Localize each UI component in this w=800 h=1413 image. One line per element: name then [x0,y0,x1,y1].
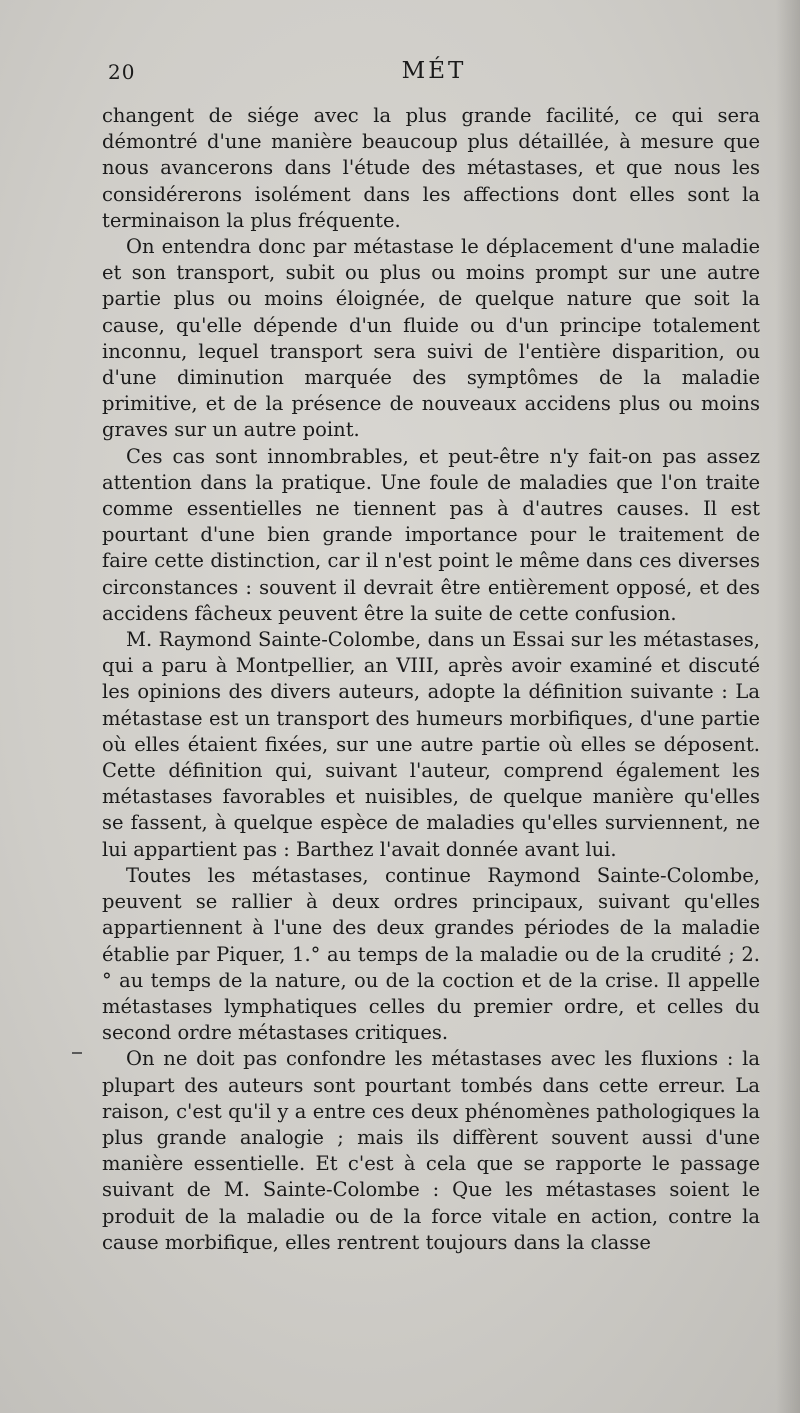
running-head: MÉT [401,58,467,84]
body-text [102,103,760,1256]
paragraph: Toutes les métastases, continue Raymond Sainte-Colombe, peuvent se rallier à deux ordres principaux, suivant qu'elles appartiennent à l'une des deux grandes périodes de la maladie établie par Piquer, 1.° au temps de la maladie ou de la crudité ; 2.° au temps de la nature, ou de la coction et de la crise. Il appelle métastases lymphatiques celles du premier ordre, et celles du second ordre métastases critiques. [102,863,760,1045]
margin-mark [72,1052,82,1054]
page-header [108,58,760,98]
paragraph: On entendra donc par métastase le déplacement d'une maladie et son transport, subit ou plus ou moins prompt sur une autre partie plus ou moins éloignée, de quelque nature que soit la cause, qu'elle dépende d'un fluide ou d'un principe totalement inconnu, lequel transport sera suivi de l'entière disparition, ou d'une diminution marquée des symptômes de la maladie primitive, et de la présence de nouveaux accidens plus ou moins graves sur un autre point. [102,235,760,442]
paragraph: Ces cas sont innombrables, et peut-être n'y fait-on pas assez attention dans la pratique. Une foule de maladies que l'on traite comme essentielles ne tiennent pas à d'autres causes. Il est pourtant d'une bien grande importance pour le traitement de faire cette distinction, car il n'est point le même dans ces diverses circonstances : souvent il devrait être entièrement opposé, et des accidens fâcheux peuvent être la suite de cette confusion. [102,444,760,625]
page-number: 20 [108,60,136,84]
paragraph: On ne doit pas confondre les métastases avec les fluxions : la plupart des auteurs sont pourtant tombés dans cette erreur. La raison, c'est qu'il y a entre ces deux phénomènes pathologiques la plus grande analogie ; mais ils diffèrent souvent aussi d'une manière essentielle. Et c'est à cela que se rapporte le passage suivant de M. Sainte-Colombe : Que les métastases soient le produit de la maladie ou de la force vitale en action, contre la cause morbifique, elles rentrent toujours dans la classe [102,1047,760,1254]
paragraph: changent de siége avec la plus grande facilité, ce qui sera démontré d'une manière beaucoup plus détaillée, à mesure que nous avancerons dans l'étude des métastases, et que nous les considérerons isolément dans les affections dont elles sont la terminaison la plus fréquente. [102,104,760,232]
paragraph: M. Raymond Sainte-Colombe, dans un Essai sur les métastases, qui a paru à Montpellier, an VIII, après avoir examiné et discuté les opinions des divers auteurs, adopte la définition suivante : La métastase est un transport des humeurs morbifiques, d'une partie où elles étaient fixées, sur une autre partie où elles se déposent. Cette définition qui, suivant l'auteur, comprend également les métastases favorables et nuisibles, de quelque manière qu'elles se fassent, à quelque espèce de maladies qu'elles surviennent, ne lui appartient pas : Barthez l'avait donnée avant lui. [102,628,760,861]
page-edge-shadow [776,0,800,1413]
